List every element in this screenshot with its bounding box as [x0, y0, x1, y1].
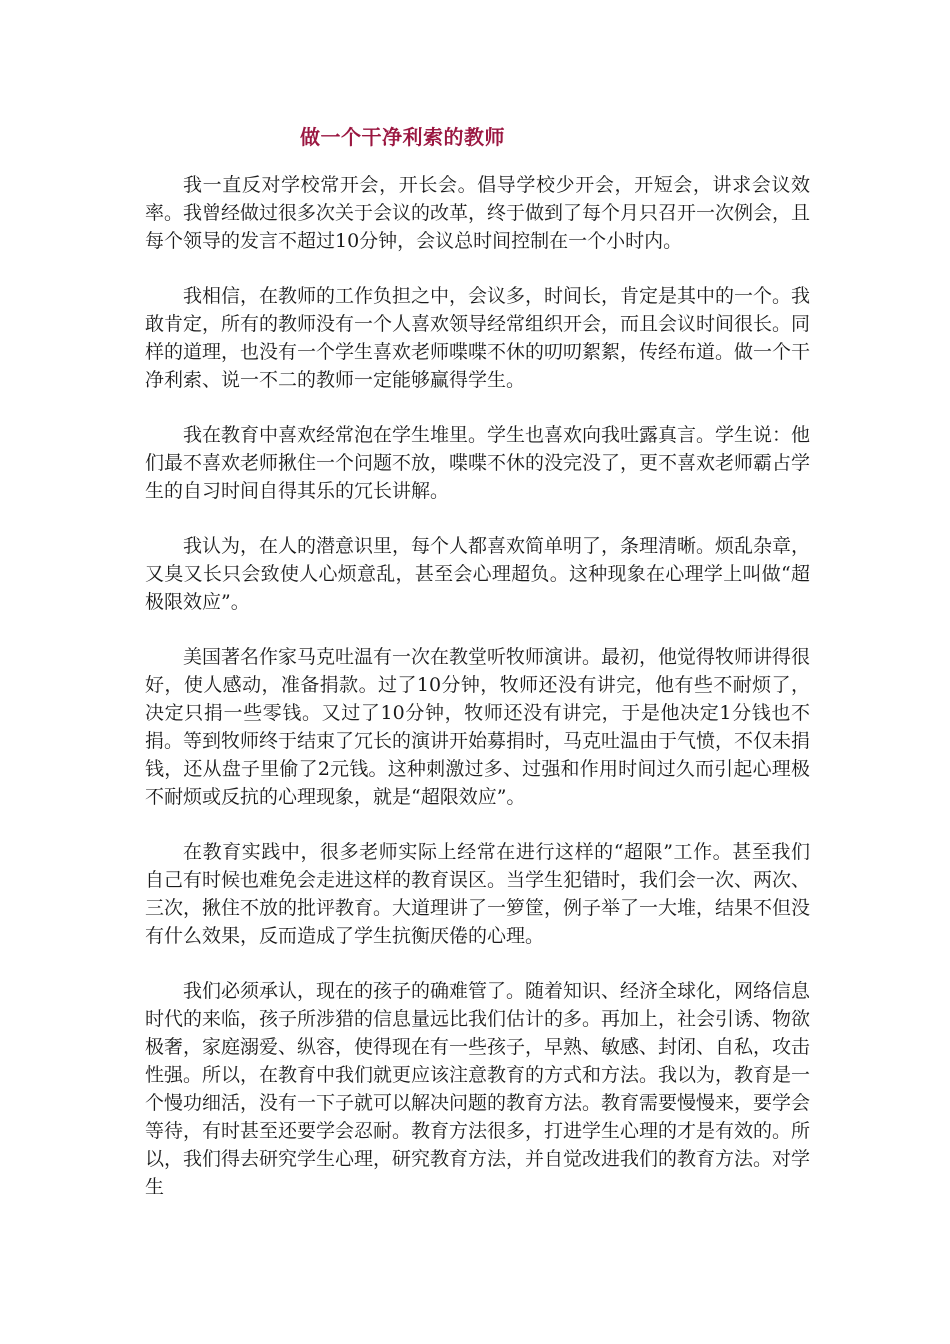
paragraph: 我一直反对学校常开会，开长会。倡导学校少开会，开短会，讲求会议效率。我曾经做过很多次关于会议的改革，终于做到了每个月只召开一次例会，且每个领导的发言不超过10分钟，会议总时间控制在一个小时内。	[145, 174, 811, 252]
paragraph: 我们必须承认，现在的孩子的确难管了。随着知识、经济全球化，网络信息时代的来临，孩子所涉猎的信息量远比我们估计的多。再加上，社会引诱、物欲极奢，家庭溺爱、纵容，使得现在有一些孩子，早熟、敏感、封闭、自私，攻击性强。所以，在教育中我们就更应该注意教育的方式和方法。我以为，教育是一个慢功细活，没有一下子就可以解决问题的教育方法。教育需要慢慢来，要学会等待，有时甚至还要学会忍耐。教育方法很多，打进学生心理的才是有效的。所以，我们得去研究学生心理，研究教育方法，并自觉改进我们的教育方法。对学生	[145, 980, 811, 1198]
paragraph: 我在教育中喜欢经常泡在学生堆里。学生也喜欢向我吐露真言。学生说：他们最不喜欢老师揪住一个问题不放，喋喋不休的没完没了，更不喜欢老师霸占学生的自习时间自得其乐的冗长讲解。	[145, 424, 811, 502]
document-body	[145, 171, 810, 1201]
paragraph: 美国著名作家马克吐温有一次在教堂听牧师演讲。最初，他觉得牧师讲得很好，使人感动，准备捐款。过了10分钟，牧师还没有讲完，他有些不耐烦了，决定只捐一些零钱。又过了10分钟，牧师还没有讲完，于是他决定1分钱也不捐。等到牧师终于结束了冗长的演讲开始募捐时，马克吐温由于气愤，不仅未捐钱，还从盘子里偷了2元钱。这种刺激过多、过强和作用时间过久而引起心理极不耐烦或反抗的心理现象，就是“超限效应”。	[145, 646, 811, 808]
paragraph: 在教育实践中，很多老师实际上经常在进行这样的“超限”工作。甚至我们自己有时候也难免会走进这样的教育误区。当学生犯错时，我们会一次、两次、三次，揪住不放的批评教育。大道理讲了一箩筐，例子举了一大堆，结果不但没有什么效果，反而造成了学生抗衡厌倦的心理。	[145, 841, 811, 947]
document-title: 做一个干净利索的教师	[300, 125, 505, 149]
paragraph: 我认为，在人的潜意识里，每个人都喜欢简单明了，条理清晰。烦乱杂章，又臭又长只会致使人心烦意乱，甚至会心理超负。这种现象在心理学上叫做“超极限效应”。	[145, 535, 811, 613]
paragraph: 我相信，在教师的工作负担之中，会议多，时间长，肯定是其中的一个。我敢肯定，所有的教师没有一个人喜欢领导经常组织开会，而且会议时间很长。同样的道理，也没有一个学生喜欢老师喋喋不休的叨叨絮絮，传经布道。做一个干净利索、说一不二的教师一定能够赢得学生。	[145, 285, 811, 391]
